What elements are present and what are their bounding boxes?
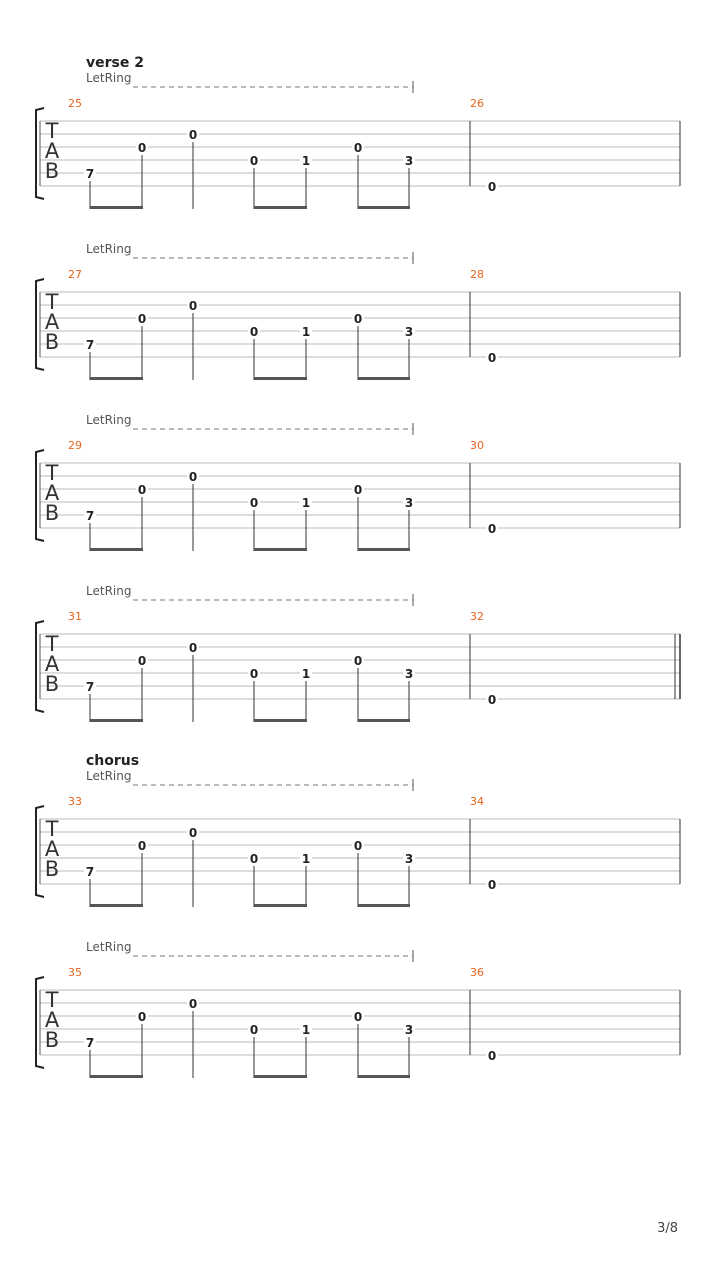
- note-beam: [358, 206, 410, 209]
- fret-number: 7: [85, 509, 95, 523]
- fret-number: 0: [249, 852, 259, 866]
- measure-number: 29: [68, 439, 82, 452]
- measure-number: 32: [470, 610, 484, 623]
- fret-number: 1: [301, 496, 311, 510]
- measure-number: 36: [470, 966, 484, 979]
- let-ring-label: LetRing: [86, 71, 132, 85]
- measure-number: 27: [68, 268, 82, 281]
- fret-number: 0: [353, 654, 363, 668]
- fret-number: 7: [85, 865, 95, 879]
- note-beam: [90, 904, 143, 907]
- tab-clef-letter: T: [45, 817, 59, 841]
- tab-clef-letter: B: [44, 1028, 60, 1052]
- fret-number: 1: [301, 667, 311, 681]
- fret-number: 0: [249, 154, 259, 168]
- measure-number: 30: [470, 439, 484, 452]
- tab-clef-letter: B: [44, 330, 60, 354]
- note-beam: [254, 1075, 307, 1078]
- tab-clef-letter: A: [44, 139, 60, 163]
- tab-clef-letter: A: [44, 481, 60, 505]
- page-number: 3/8: [657, 1221, 678, 1236]
- tab-clef-letter: A: [44, 652, 60, 676]
- fret-number: 7: [85, 167, 95, 181]
- note-beam: [358, 377, 410, 380]
- measure-number: 25: [68, 97, 82, 110]
- note-beam: [358, 548, 410, 551]
- note-beam: [358, 1075, 410, 1078]
- tab-clef-letter: T: [45, 461, 59, 485]
- fret-number: 0: [188, 641, 198, 655]
- fret-number: 0: [137, 654, 147, 668]
- measure-number: 33: [68, 795, 82, 808]
- note-beam: [254, 719, 307, 722]
- note-beam: [254, 206, 307, 209]
- fret-number: 0: [137, 312, 147, 326]
- note-beam: [358, 904, 410, 907]
- fret-number: 3: [404, 325, 414, 339]
- let-ring-label: LetRing: [86, 242, 132, 256]
- note-beam: [358, 719, 410, 722]
- fret-number: 7: [85, 1036, 95, 1050]
- measure-number: 34: [470, 795, 484, 808]
- fret-number: 0: [353, 839, 363, 853]
- let-ring-label: LetRing: [86, 940, 132, 954]
- fret-number: 0: [188, 128, 198, 142]
- fret-number: 0: [487, 1049, 497, 1063]
- let-ring-label: LetRing: [86, 769, 132, 783]
- fret-number: 0: [249, 1023, 259, 1037]
- fret-number: 3: [404, 852, 414, 866]
- note-beam: [90, 377, 143, 380]
- fret-number: 1: [301, 1023, 311, 1037]
- fret-number: 0: [188, 997, 198, 1011]
- fret-number: 0: [249, 496, 259, 510]
- fret-number: 0: [137, 483, 147, 497]
- tab-clef-letter: T: [45, 632, 59, 656]
- fret-number: 1: [301, 325, 311, 339]
- note-beam: [90, 206, 143, 209]
- tab-clef-letter: T: [45, 988, 59, 1012]
- section-title: verse 2: [86, 55, 144, 71]
- fret-number: 0: [353, 312, 363, 326]
- fret-number: 0: [487, 522, 497, 536]
- tab-clef-letter: A: [44, 1008, 60, 1032]
- fret-number: 0: [487, 180, 497, 194]
- fret-number: 1: [301, 154, 311, 168]
- tab-clef-letter: B: [44, 857, 60, 881]
- fret-number: 0: [249, 325, 259, 339]
- fret-number: 3: [404, 496, 414, 510]
- fret-number: 3: [404, 1023, 414, 1037]
- measure-number: 31: [68, 610, 82, 623]
- let-ring-label: LetRing: [86, 413, 132, 427]
- note-beam: [254, 904, 307, 907]
- note-beam: [90, 1075, 143, 1078]
- fret-number: 0: [137, 1010, 147, 1024]
- fret-number: 0: [487, 351, 497, 365]
- fret-number: 0: [188, 299, 198, 313]
- fret-number: 0: [353, 141, 363, 155]
- fret-number: 0: [188, 826, 198, 840]
- fret-number: 0: [188, 470, 198, 484]
- fret-number: 0: [487, 878, 497, 892]
- section-title: chorus: [86, 753, 140, 769]
- tab-clef-letter: A: [44, 310, 60, 334]
- fret-number: 3: [404, 667, 414, 681]
- fret-number: 3: [404, 154, 414, 168]
- tab-clef-letter: T: [45, 290, 59, 314]
- fret-number: 0: [353, 483, 363, 497]
- note-beam: [254, 548, 307, 551]
- note-beam: [254, 377, 307, 380]
- fret-number: 0: [249, 667, 259, 681]
- measure-number: 26: [470, 97, 484, 110]
- tab-clef-letter: B: [44, 159, 60, 183]
- let-ring-label: LetRing: [86, 584, 132, 598]
- fret-number: 0: [137, 141, 147, 155]
- fret-number: 7: [85, 338, 95, 352]
- measure-number: 35: [68, 966, 82, 979]
- fret-number: 1: [301, 852, 311, 866]
- tab-clef-letter: T: [45, 119, 59, 143]
- fret-number: 0: [487, 693, 497, 707]
- fret-number: 7: [85, 680, 95, 694]
- tab-clef-letter: B: [44, 672, 60, 696]
- note-beam: [90, 548, 143, 551]
- fret-number: 0: [353, 1010, 363, 1024]
- note-beam: [90, 719, 143, 722]
- measure-number: 28: [470, 268, 484, 281]
- tab-clef-letter: B: [44, 501, 60, 525]
- tab-clef-letter: A: [44, 837, 60, 861]
- fret-number: 0: [137, 839, 147, 853]
